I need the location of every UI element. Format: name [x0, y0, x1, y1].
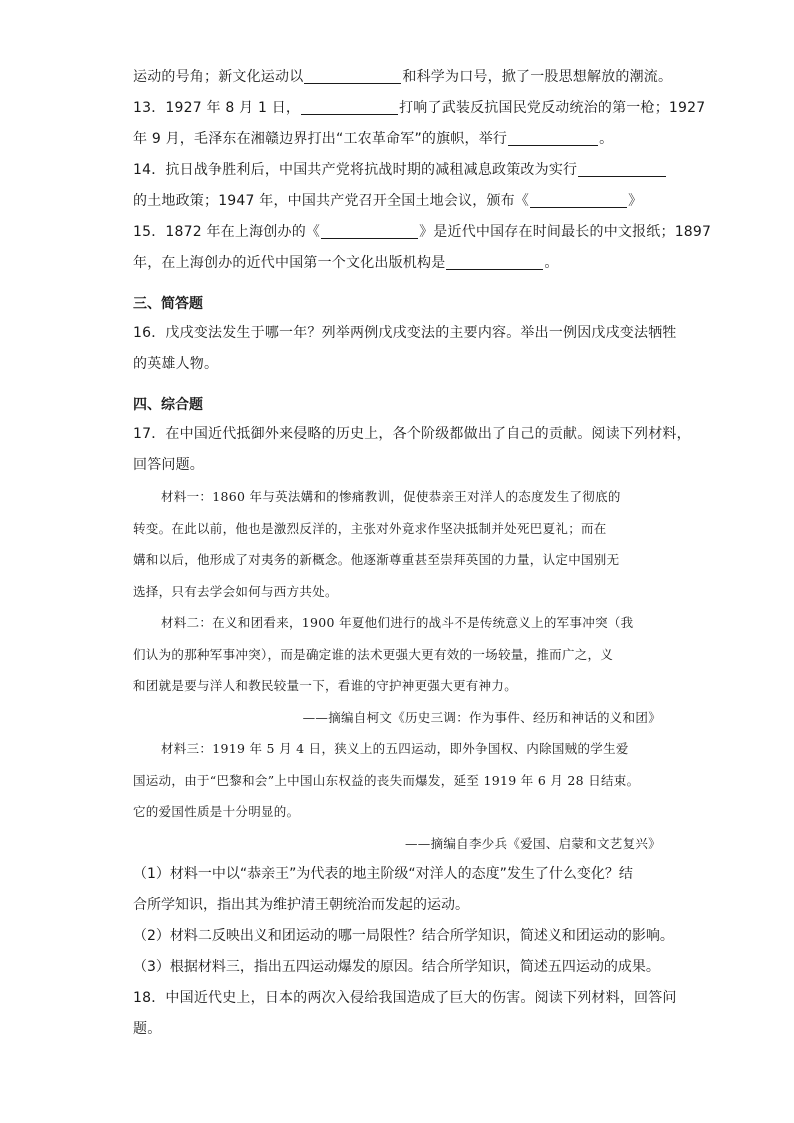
- material-2-line-2: 们认为的那种军事冲突），而是确定谁的法术更强大更有效的一场较量，推而广之，义: [133, 646, 614, 662]
- worksheet-page: [133, 62, 712, 1045]
- q12-tail-line: 运动的号角；新文化运动以 和科学为口号，掀了一股思想解放的潮流。: [133, 69, 673, 85]
- q17-line-1: 17．在中国近代抵御外来侵略的历史上，各个阶级都做出了自己的贡献。阅读下列材料，: [133, 426, 691, 442]
- material-3-source: ——摘编自李少兵《爱国、启蒙和文艺复兴》: [404, 835, 661, 851]
- q14-line-1: 14．抗日战争胜利后，中国共产党将抗战时期的减租减息政策改为实行: [133, 155, 663, 186]
- q17-line-2: 回答问题。: [133, 457, 204, 473]
- subquestion-1-line-2: 合所学知识，指出其为维护清王朝统治而发起的运动。: [133, 897, 469, 913]
- subquestion-1-line-1: （1）材料一中以“恭亲王”为代表的地主阶级“对洋人的态度”发生了什么变化？结: [133, 866, 633, 882]
- answer-blank[interactable]: [530, 191, 627, 208]
- section-heading-comprehensive: 四、综合题: [133, 397, 203, 413]
- answer-blank[interactable]: [446, 253, 543, 270]
- material-1-line-4: 选择，只有去学会如何与西方共处。: [133, 583, 338, 599]
- q13-line-1: 13．1927 年 8 月 1 日， 打响了武装反抗国民党反动统治的第一枪；1927: [133, 100, 706, 116]
- section-heading-short-answer: 三、简答题: [133, 296, 203, 312]
- q16-line-2: 的英雄人物。: [133, 356, 219, 372]
- material-2-line-1: 材料二：在义和团看来，1900 年夏他们进行的战斗不是传统意义上的军事冲突（我: [161, 615, 634, 630]
- material-2-line-3: 和团就是要与洋人和教民较量一下，看谁的守护神更强大更有神力。: [133, 678, 518, 693]
- q18-line-2: 题。: [133, 1021, 162, 1037]
- q13-line-2: 年 9 月，毛泽东在湘赣边界打出“工农革命军”的旗帜，举行 。: [133, 131, 614, 147]
- subquestion-3: （3）根据材料三，指出五四运动爆发的原因。结合所学知识，简述五四运动的成果。: [133, 959, 660, 975]
- answer-blank[interactable]: [508, 129, 598, 146]
- answer-blank[interactable]: [301, 98, 398, 115]
- q14-line-2: 的土地政策；1947 年，中国共产党召开全国土地会议，颁布《 》: [133, 193, 643, 209]
- answer-blank[interactable]: [304, 67, 401, 84]
- material-1-line-2: 转变。在此以前，他也是激烈反洋的，主张对外竟求作坚决抵制并处死巴夏礼；而在: [133, 520, 607, 536]
- material-1-line-1: 材料一：1860 年与英法媾和的惨痛教训，促使恭亲王对洋人的态度发生了彻底的: [161, 489, 621, 504]
- q15-line-1: 15．1872 年在上海创办的《 》是近代中国存在时间最长的中文报纸；1897: [133, 224, 712, 240]
- material-3-line-1: 材料三：1919 年 5 月 4 日，狭义上的五四运动，即外争国权、内除国贼的学生爱: [161, 741, 629, 756]
- q15-line-2: 年，在上海创办的近代中国第一个文化出版机构是 。: [133, 255, 559, 271]
- answer-blank[interactable]: [578, 160, 666, 177]
- q16-line-1: 16．戊戌变法发生于哪一年？列举两例戊戌变法的主要内容。举出一例因戊戌变法牺牲: [133, 325, 677, 341]
- material-3-line-3: 它的爱国性质是十分明显的。: [133, 804, 300, 819]
- material-1-line-3: 媾和以后，他形成了对夷务的新概念。他逐渐尊重甚至崇拜英国的力量，认定中国别无: [133, 552, 620, 567]
- q18-line-1: 18．中国近代史上，日本的两次入侵给我国造成了巨大的伤害。阅读下列材料，回答问: [133, 990, 677, 1006]
- material-2-source: ——摘编自柯文《历史三调：作为事件、经历和神话的义和团》: [302, 709, 661, 725]
- answer-blank[interactable]: [321, 222, 418, 239]
- material-3-line-2: 国运动，由于“巴黎和会”上中国山东权益的丧失而爆发，延至 1919 年 6 月 28 日结束。: [133, 772, 640, 788]
- subquestion-2: （2）材料二反映出义和团运动的哪一局限性？结合所学知识，简述义和团运动的影响。: [133, 928, 674, 944]
